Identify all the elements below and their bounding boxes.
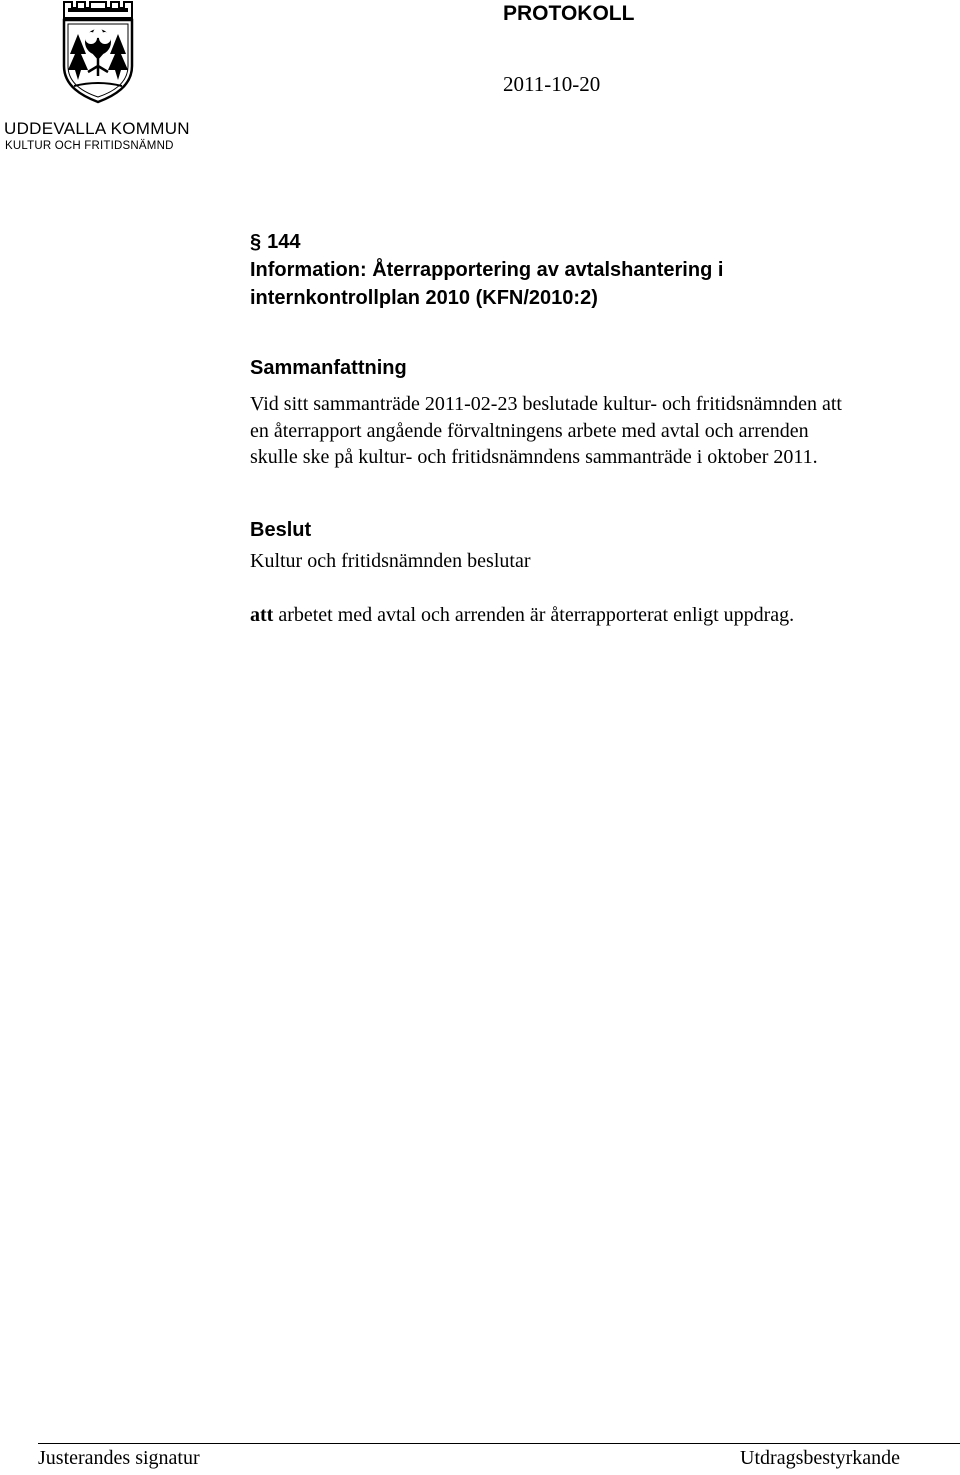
paragraph-mark: §	[250, 231, 262, 253]
summary-line: Vid sitt sammanträde 2011-02-23 beslutade kultur- och fritidsnämnden att	[250, 393, 842, 415]
department-name: KULTUR OCH FRITIDSNÄMND	[5, 140, 174, 152]
summary-line: en återrapport angående förvaltningens arbete med avtal och arrenden	[250, 419, 809, 442]
municipal-crest-logo	[58, 0, 138, 104]
summary-text	[250, 391, 950, 471]
summary-heading: Sammanfattning	[250, 357, 407, 379]
section-number: 144	[267, 231, 301, 253]
footer-certification-label: Utdragsbestyrkande	[740, 1447, 900, 1469]
document-date: 2011-10-20	[503, 72, 601, 96]
decision-heading: Beslut	[250, 519, 312, 541]
section-title-line-2: internkontrollplan 2010 (KFN/2010:2)	[250, 287, 598, 309]
decision-item	[250, 604, 794, 627]
section-header	[250, 228, 950, 312]
organization-name: UDDEVALLA KOMMUN	[4, 119, 190, 138]
att-keyword: att	[250, 604, 274, 626]
decision-intro: Kultur och fritidsnämnden beslutar	[250, 550, 531, 572]
footer-signature-label: Justerandes signatur	[38, 1447, 200, 1469]
footer-divider	[38, 1443, 960, 1444]
decision-item-text: arbetet med avtal och arrenden är återrapporterat enligt uppdrag.	[273, 604, 795, 626]
document-type: PROTOKOLL	[503, 2, 635, 25]
section-title-line-1: Information: Återrapportering av avtalshantering i	[250, 259, 724, 281]
summary-line: skulle ske på kultur- och fritidsnämndens sammanträde i oktober 2011.	[250, 446, 818, 468]
section-number-line	[250, 228, 950, 256]
